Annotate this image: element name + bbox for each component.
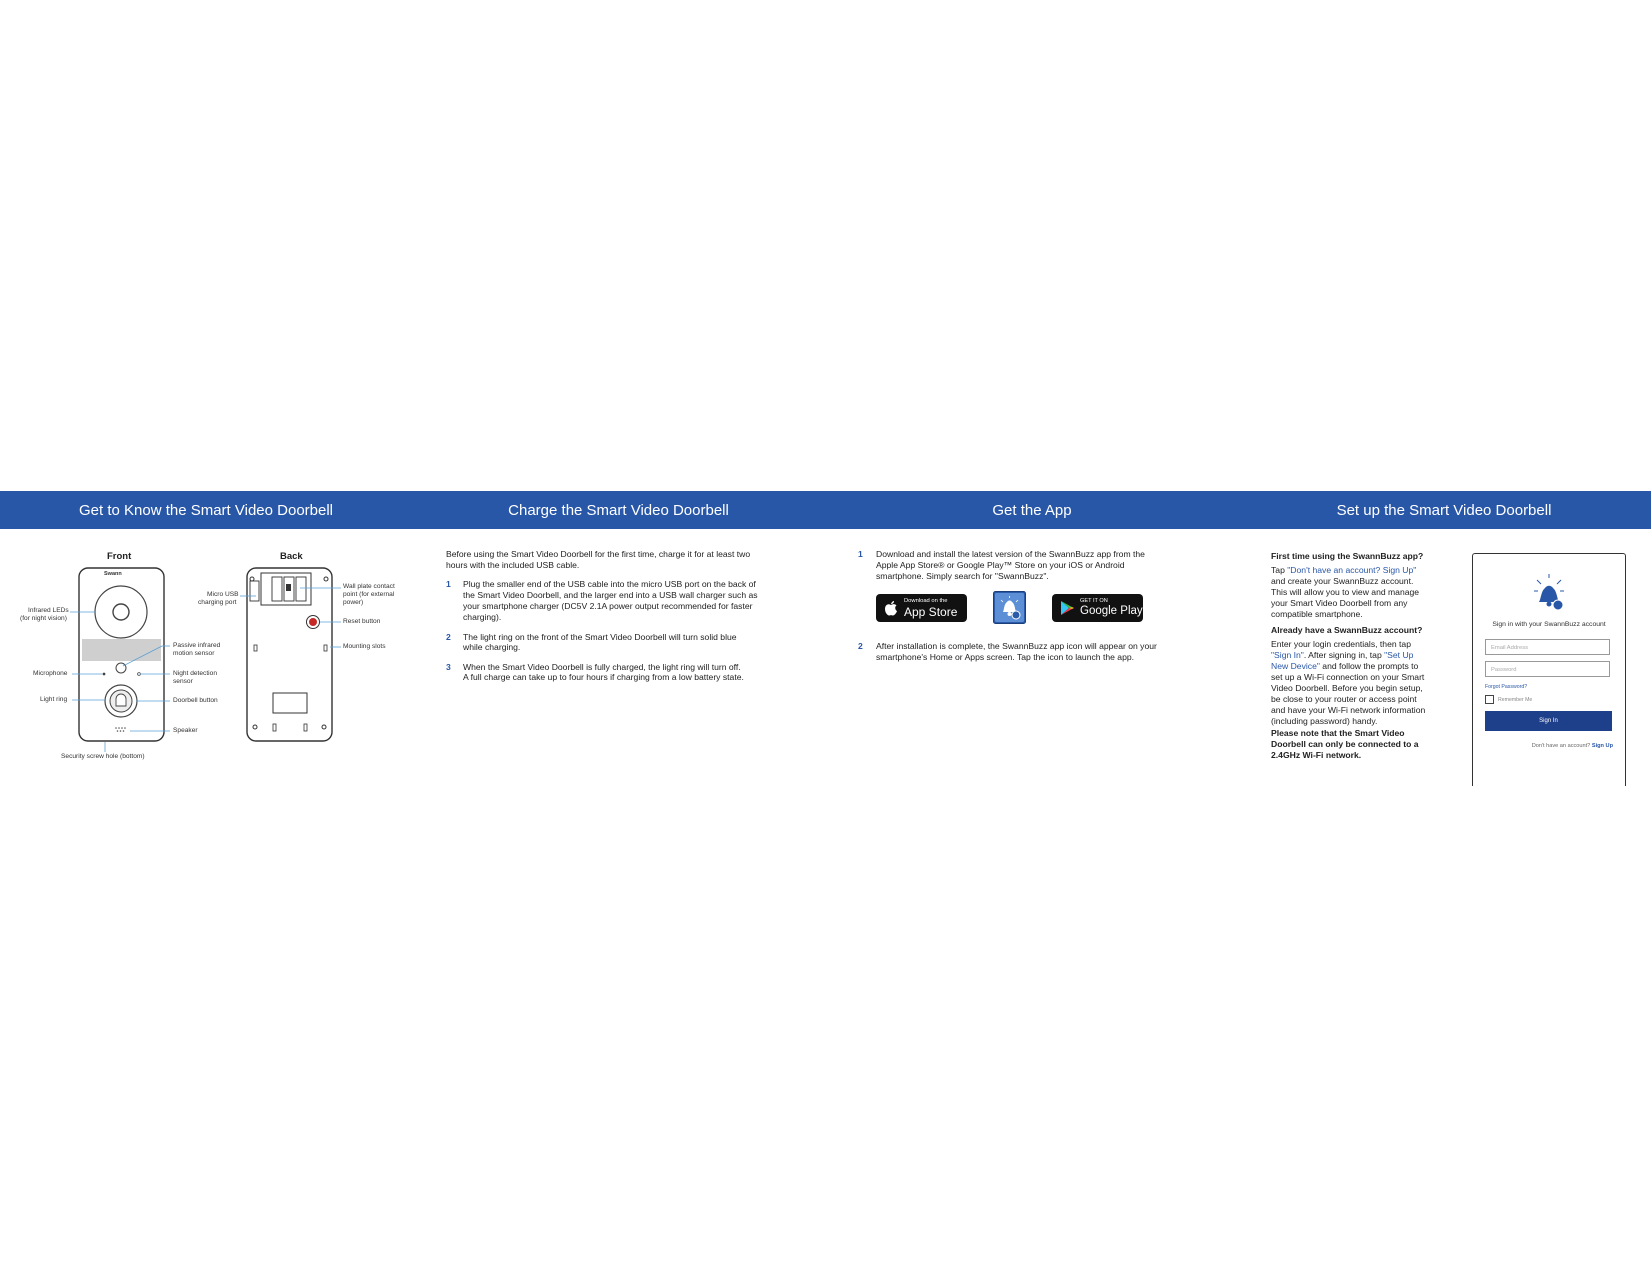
remember-checkbox[interactable] — [1485, 695, 1494, 704]
phone-sign-in-mockup — [1472, 553, 1626, 786]
heading-get-to-know: Get to Know the Smart Video Doorbell — [78, 502, 334, 519]
setup-note-line-1: Please note that the Smart Video — [1271, 728, 1405, 738]
setup-note-line-3: 2.4GHz Wi-Fi network. — [1271, 750, 1362, 760]
setup-q2-line-7: and have your Wi-Fi network information — [1271, 705, 1426, 715]
callout-wall-1: Wall plate contact — [343, 583, 395, 590]
callout-usb-2: charging port — [198, 599, 237, 606]
front-label: Front — [107, 551, 132, 562]
charge-step-3-number: 3 — [446, 662, 451, 672]
charge-step-2-number: 2 — [446, 632, 451, 642]
charge-step-1-line-4: charging). — [463, 612, 502, 622]
charge-step-3-line-1: When the Smart Video Doorbell is fully charged, the light ring will turn off. — [463, 662, 741, 672]
charge-intro-1: Before using the Smart Video Doorbell for the first time, charge it for at least two — [446, 549, 751, 559]
callout-infrared-leds: Infrared LEDs — [28, 607, 69, 614]
callout-lines-back — [0, 0, 420, 770]
callout-pir-2: motion sensor — [173, 650, 215, 657]
heading-get-app: Get the App — [992, 502, 1072, 519]
swannbuzz-bell-icon[interactable] — [993, 591, 1026, 624]
charge-intro-2: hours with the included USB cable. — [446, 560, 580, 570]
google-play-badge[interactable] — [1052, 594, 1143, 622]
setup-q2-line-5: Video Doorbell. Before you begin setup, — [1271, 683, 1423, 693]
swannbuzz-bell-icon — [1531, 574, 1567, 614]
remember-label: Remember Me — [1498, 696, 1533, 703]
callout-pir-1: Passive infrared — [173, 642, 221, 649]
app-store-big-text: App Store — [904, 605, 958, 619]
back-label: Back — [280, 551, 303, 562]
app-step-2-line-2: smartphone's Home or Apps screen. Tap the icon to launch the app. — [876, 652, 1135, 662]
charge-step-1-line-2: the Smart Video Doorbell, and the larger end into a USB wall charger such as — [463, 590, 758, 600]
charge-step-1-number: 1 — [446, 579, 451, 589]
callout-night-2: sensor — [173, 678, 193, 685]
phone-email-field[interactable]: Email Address — [1485, 639, 1610, 655]
callout-mounting-slots: Mounting slots — [343, 643, 386, 650]
phone-signin-title: Sign in with your SwannBuzz account — [1492, 621, 1606, 628]
callout-wall-2: point (for external — [343, 591, 395, 598]
charge-step-2-line-2: while charging. — [463, 642, 521, 652]
setup-q1-line-5: compatible smartphone. — [1271, 609, 1363, 619]
app-store-small-text: Download on the — [904, 598, 948, 604]
setup-q2-line-1: Enter your login credentials, then tap — [1271, 639, 1411, 649]
apple-icon — [884, 600, 898, 616]
setup-q2-line-8: (including password) handy. — [1271, 716, 1378, 726]
callout-screw-hole: Security screw hole (bottom) — [61, 753, 145, 760]
charge-step-1-line-3: your smartphone charger (DC5V 2.1A power output recommended for faster — [463, 601, 753, 611]
app-step-2-line-1: After installation is complete, the SwannBuzz app icon will appear on your — [876, 641, 1157, 651]
app-step-1-number: 1 — [858, 549, 863, 559]
setup-q1-line-1: Tap "Don't have an account? Sign Up" — [1271, 565, 1417, 575]
google-play-icon — [1060, 600, 1075, 616]
setup-note-line-2: Doorbell can only be connected to a — [1271, 739, 1419, 749]
phone-password-field[interactable]: Password — [1485, 661, 1610, 677]
charge-step-2-line-1: The light ring on the front of the Smart Video Doorbell will turn solid blue — [463, 632, 737, 642]
setup-q1-line-4: your Smart Video Doorbell from any — [1271, 598, 1408, 608]
setup-q2-line-4: set up a Wi-Fi connection on your Smart — [1271, 672, 1425, 682]
phone-remember-me[interactable] — [1485, 695, 1532, 704]
google-play-big-text: Google Play — [1080, 605, 1143, 617]
charge-step-1-line-1: Plug the smaller end of the USB cable into the micro USB port on the back of — [463, 579, 756, 589]
phone-signup-line: Don't have an account? Sign Up — [1531, 743, 1613, 749]
app-store-badge[interactable] — [876, 594, 967, 622]
setup-q2-line-2: "Sign In". After signing in, tap "Set Up — [1271, 650, 1414, 660]
setup-q2-line-6: be close to your router or access point — [1271, 694, 1417, 704]
callout-wall-3: power) — [343, 599, 364, 606]
setup-q1-heading: First time using the SwannBuzz app? — [1271, 551, 1424, 561]
callout-reset: Reset button — [343, 618, 381, 625]
app-step-2-number: 2 — [858, 641, 863, 651]
callout-speaker: Speaker — [173, 727, 198, 734]
callout-infrared-leds-sub: (for night vision) — [20, 615, 67, 622]
app-step-1-line-3: smartphone. Simply search for "SwannBuzz". — [876, 571, 1049, 581]
heading-charge: Charge the Smart Video Doorbell — [508, 502, 729, 519]
setup-q1-line-2: and create your SwannBuzz account. — [1271, 576, 1414, 586]
setup-signup-link: "Don't have an account? Sign Up" — [1287, 565, 1417, 575]
brand-logo: Swann — [104, 571, 122, 577]
phone-forgot-password-link[interactable]: Forgot Password? — [1485, 684, 1528, 690]
callout-night-1: Night detection — [173, 670, 217, 677]
setup-q1-line-3: This will allow you to view and manage — [1271, 587, 1420, 597]
app-step-1-line-1: Download and install the latest version of the SwannBuzz app from the — [876, 549, 1145, 559]
setup-q2-heading: Already have a SwannBuzz account? — [1271, 625, 1423, 635]
callout-light-ring: Light ring — [40, 696, 68, 703]
callout-microphone: Microphone — [33, 670, 68, 677]
heading-setup: Set up the Smart Video Doorbell — [1336, 502, 1552, 519]
google-play-small-text: GET IT ON — [1080, 598, 1108, 604]
setup-q2-line-3: New Device" and follow the prompts to — [1271, 661, 1419, 671]
app-step-1-line-2: Apple App Store® or Google Play™ Store on your iOS or Android — [876, 560, 1125, 570]
phone-sign-in-button[interactable]: Sign In — [1485, 711, 1612, 731]
phone-signup-link[interactable]: Sign Up — [1591, 743, 1613, 749]
callout-usb-1: Micro USB — [207, 591, 239, 598]
callout-doorbell-button: Doorbell button — [173, 697, 218, 704]
charge-step-3-line-2: A full charge can take up to four hours if charging from a low battery state. — [463, 672, 744, 682]
